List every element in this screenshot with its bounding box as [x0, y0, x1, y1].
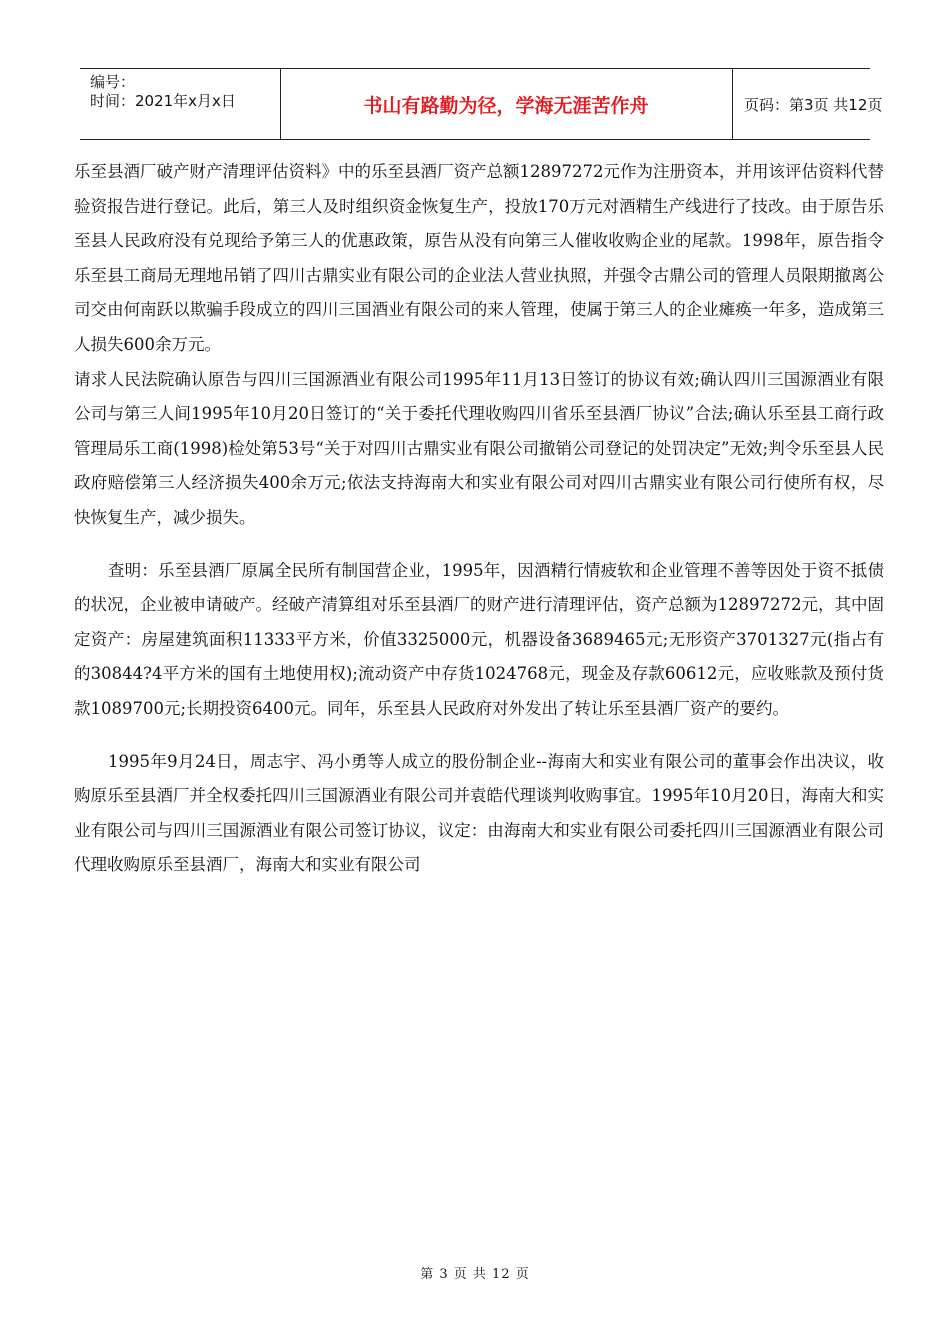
footer-page-number: 第 3 页 共 12 页: [420, 1267, 530, 1282]
header-page-cell: [732, 69, 883, 139]
paragraph: 乐至县酒厂破产财产清理评估资料》中的乐至县酒厂资产总额12897272元作为注册资本，并用该评估资料代替验资报告进行登记。此后，第三人及时组织资金恢复生产，投放170万元对酒精生产线进行了技改。由于原告乐至县人民政府没有兑现给予第三人的优惠政策，原告从没有向第三人催收收购企业的尾款。1998年，原告指令乐至县工商局无理地吊销了四川古鼎实业有限公司的企业法人营业执照，并强令古鼎公司的管理人员限期撤离公司交由何南跃以欺骗手段成立的四川三国酒业有限公司的来人管理，使属于第三人的企业瘫痪一年多，造成第三人损失600余万元。: [74, 162, 884, 354]
time-label: 时间：2021年x月x日: [90, 92, 236, 110]
document-header: [80, 68, 883, 140]
page-code: 页码：第3页 共12页: [744, 96, 883, 114]
paragraph: 1995年9月24日，周志宇、冯小勇等人成立的股份制企业--海南大和实业有限公司的董事会作出决议，收购原乐至县酒厂并全权委托四川三国源酒业有限公司并袁皓代理谈判收购事宜。1995年10月20日，海南大和实业有限公司与四川三国源酒业有限公司签订协议，议定：由海南大和实业有限公司委托四川三国源酒业有限公司代理收购原乐至县酒厂，海南大和实业有限公司: [74, 751, 884, 875]
document-body: [74, 155, 884, 883]
paragraph: 查明：乐至县酒厂原属全民所有制国营企业，1995年，因酒精行情疲软和企业管理不善等因处于资不抵债的状况，企业被申请破产。经破产清算组对乐至县酒厂的财产进行清理评估，资产总额为12897272元，其中固定资产：房屋建筑面积11333平方米，价值3325000元，机器设备3689465元;无形资产3701327元(指占有的30844?4平方米的国有土地使用权);流动资产中存货1024768元，现金及存款60612元，应收账款及预付货款1089700元;长期投资6400元。同年，乐至县人民政府对外发出了转让乐至县酒厂资产的要约。: [74, 560, 884, 718]
motto-text: 书山有路勤为径，学海无涯苦作舟: [363, 95, 649, 117]
paragraph: 请求人民法院确认原告与四川三国源酒业有限公司1995年11月13日签订的协议有效;确认四川三国源酒业有限公司与第三人间1995年10月20日签订的“关于委托代理收购四川省乐至县酒厂协议”合法;确认乐至县工商行政管理局乐工商(1998)检处第53号“关于对四川古鼎实业有限公司撤销公司登记的处罚决定”无效;判令乐至县人民政府赔偿第三人经济损失400余万元;依法支持海南大和实业有限公司对四川古鼎实业有限公司行使所有权，尽快恢复生产，减少损失。: [74, 369, 884, 527]
number-label: 编号：: [90, 73, 136, 91]
page-footer: [0, 1263, 950, 1282]
header-motto-cell: [280, 69, 733, 139]
header-meta-cell: [80, 69, 281, 139]
